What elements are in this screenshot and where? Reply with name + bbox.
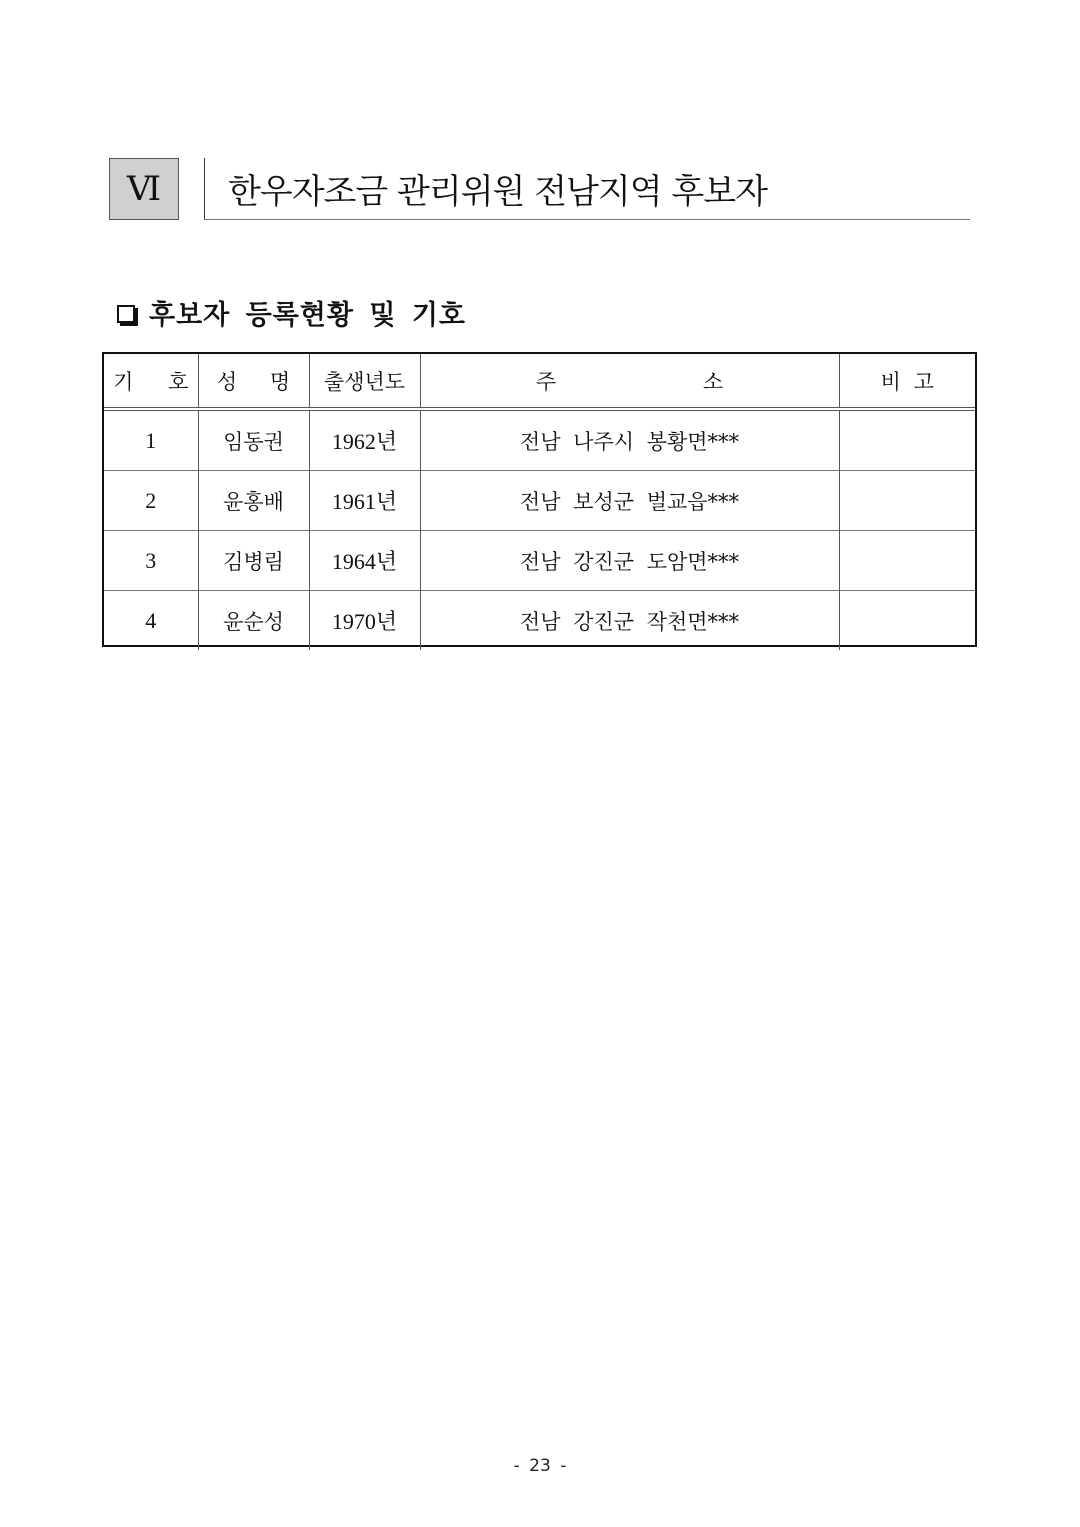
cell-number: 2 — [104, 471, 198, 531]
cell-remarks — [839, 591, 975, 651]
chapter-title: 한우자조금 관리위원 전남지역 후보자 — [228, 172, 767, 212]
cell-name: 김병림 — [198, 531, 309, 591]
cell-name: 윤홍배 — [198, 471, 309, 531]
table-row — [104, 409, 975, 471]
cell-name: 임동권 — [198, 409, 309, 471]
cell-address: 전남 강진군 도암면*** — [420, 531, 839, 591]
header-birth-year: 출생년도 — [309, 354, 420, 409]
section-heading — [117, 293, 466, 332]
cell-remarks — [839, 531, 975, 591]
chapter-number-box — [109, 158, 179, 220]
table-row — [104, 531, 975, 591]
header-remarks: 비 고 — [839, 354, 975, 409]
table-header-row — [104, 354, 975, 409]
cell-number: 4 — [104, 591, 198, 651]
chapter-underline — [204, 219, 970, 220]
section-heading-text: 후보자 등록현황 및 기호 — [149, 300, 467, 331]
chapter-divider — [204, 158, 205, 220]
cell-name: 윤순성 — [198, 591, 309, 651]
page-number: - 23 - — [513, 1456, 567, 1476]
cell-birth-year: 1961년 — [309, 471, 420, 531]
header-name: 성 명 — [198, 354, 309, 409]
cell-address: 전남 나주시 봉황면*** — [420, 409, 839, 471]
cell-birth-year: 1964년 — [309, 531, 420, 591]
header-symbol: 기 호 — [104, 354, 198, 409]
candidate-table-grid — [104, 354, 975, 650]
cell-address: 전남 보성군 벌교읍*** — [420, 471, 839, 531]
header-address: 주 소 — [420, 354, 839, 409]
candidate-table — [102, 352, 977, 647]
table-row — [104, 471, 975, 531]
cell-number: 1 — [145, 427, 157, 453]
checkbox-bullet-icon — [117, 305, 135, 323]
cell-address: 전남 강진군 작천면*** — [420, 591, 839, 651]
table-row — [104, 591, 975, 651]
chapter-numeral: Ⅵ — [126, 171, 162, 208]
cell-remarks — [839, 409, 975, 471]
cell-birth-year: 1970년 — [309, 591, 420, 651]
cell-remarks — [839, 471, 975, 531]
cell-birth-year: 1962년 — [309, 409, 420, 471]
cell-number: 3 — [104, 531, 198, 591]
